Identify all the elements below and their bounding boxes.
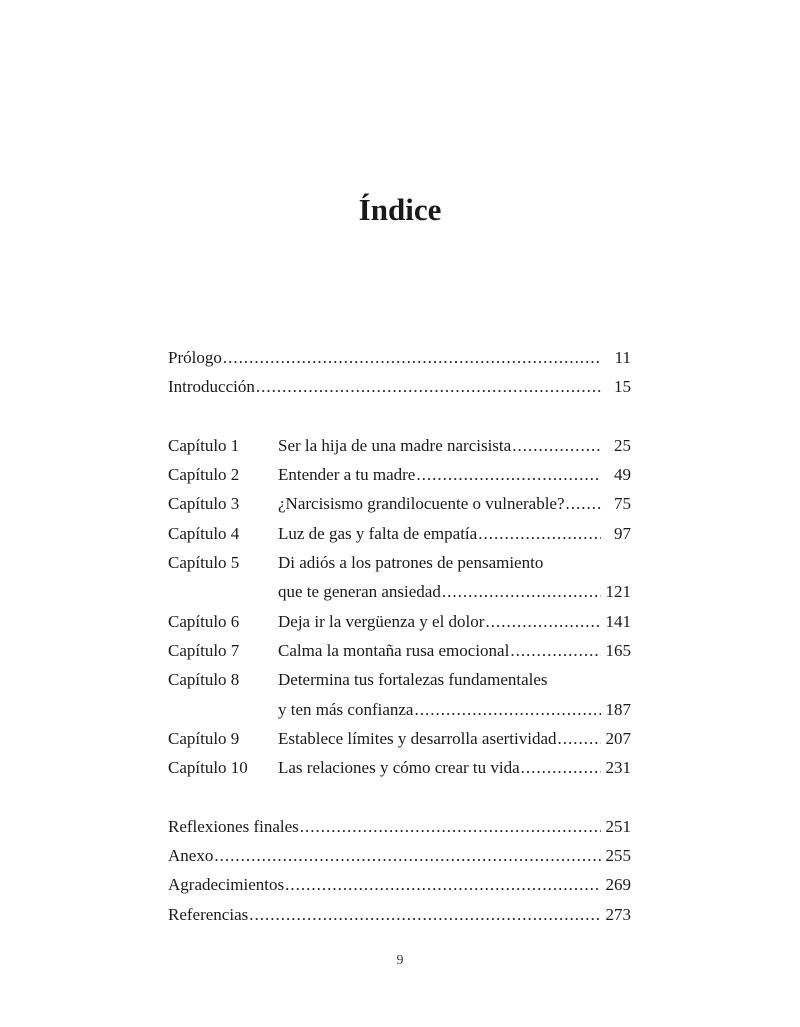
chapter-entry bbox=[168, 489, 631, 518]
chapter-page: 121 bbox=[605, 582, 631, 602]
chapter-title: que te generan ansiedad bbox=[278, 582, 441, 602]
page-title: Índice bbox=[358, 192, 442, 227]
chapter-title: Determina tus fortalezas fundamentales bbox=[278, 670, 548, 690]
chapter-page: 49 bbox=[614, 465, 631, 485]
chapter-page: 187 bbox=[605, 699, 631, 719]
chapter-entry-continuation bbox=[168, 577, 631, 606]
chapter-page: 25 bbox=[614, 435, 631, 455]
chapter-page: 141 bbox=[605, 611, 631, 631]
section-spacer bbox=[168, 402, 631, 431]
chapter-number: Capítulo 2 bbox=[168, 465, 240, 485]
dot-leader bbox=[285, 870, 601, 899]
dot-leader bbox=[416, 460, 601, 489]
toc-entry bbox=[168, 372, 631, 401]
chapter-page: 207 bbox=[605, 728, 631, 748]
dot-leader bbox=[510, 636, 601, 665]
toc-entry bbox=[168, 343, 631, 372]
toc-entry-label: Reflexiones finales bbox=[168, 816, 299, 836]
chapter-title: Calma la montaña rusa emocional bbox=[278, 640, 510, 660]
dot-leader bbox=[512, 431, 601, 460]
page-number: 9 bbox=[396, 953, 404, 968]
chapter-number: Capítulo 1 bbox=[168, 435, 240, 455]
dot-leader bbox=[414, 695, 601, 724]
chapter-number: Capítulo 4 bbox=[168, 523, 240, 543]
toc-entry-page: 11 bbox=[614, 348, 631, 367]
chapter-number: Capítulo 6 bbox=[168, 611, 240, 631]
dot-leader bbox=[214, 841, 601, 870]
table-of-contents bbox=[168, 343, 631, 929]
toc-entry-label: Prólogo bbox=[168, 348, 222, 367]
dot-leader bbox=[300, 812, 601, 841]
dot-leader bbox=[566, 489, 601, 518]
toc-entry bbox=[168, 900, 631, 929]
toc-entry bbox=[168, 870, 631, 899]
section-spacer bbox=[168, 782, 631, 811]
chapter-title: Las relaciones y cómo crear tu vida bbox=[278, 758, 520, 778]
chapter-entry bbox=[168, 548, 631, 577]
chapter-entry bbox=[168, 636, 631, 665]
chapter-entry bbox=[168, 753, 631, 782]
toc-entry-page: 251 bbox=[605, 816, 631, 836]
toc-entry-page: 269 bbox=[605, 875, 631, 895]
toc-entry-label: Agradecimientos bbox=[168, 875, 285, 895]
chapter-page: 75 bbox=[614, 494, 631, 514]
dot-leader bbox=[442, 577, 601, 606]
chapter-entry bbox=[168, 665, 631, 694]
toc-entry-page: 255 bbox=[605, 846, 631, 866]
chapter-number: Capítulo 9 bbox=[168, 728, 240, 748]
chapter-number: Capítulo 8 bbox=[168, 670, 240, 690]
chapter-entry bbox=[168, 724, 631, 753]
chapter-title: Luz de gas y falta de empatía bbox=[278, 523, 478, 543]
chapter-title: y ten más confianza bbox=[278, 699, 414, 719]
dot-leader bbox=[521, 753, 601, 782]
dot-leader bbox=[478, 519, 601, 548]
chapter-title: Entender a tu madre bbox=[278, 465, 416, 485]
toc-entry-page: 15 bbox=[614, 377, 631, 397]
chapter-number: Capítulo 5 bbox=[168, 553, 240, 573]
chapter-title: Establece límites y desarrolla asertividad bbox=[278, 728, 557, 748]
chapter-title: Ser la hija de una madre narcisista bbox=[278, 435, 512, 455]
chapter-title: Di adiós a los patrones de pensamiento bbox=[278, 553, 544, 573]
chapter-number: Capítulo 7 bbox=[168, 640, 240, 660]
chapter-entry bbox=[168, 431, 631, 460]
chapter-entry bbox=[168, 607, 631, 636]
toc-entry-label: Introducción bbox=[168, 377, 255, 397]
chapter-page: 231 bbox=[605, 758, 631, 778]
chapter-page: 165 bbox=[605, 640, 631, 660]
toc-entry-page: 273 bbox=[605, 904, 631, 924]
toc-entry bbox=[168, 812, 631, 841]
dot-leader bbox=[485, 607, 601, 636]
dot-leader bbox=[256, 372, 601, 401]
dot-leader bbox=[249, 900, 601, 929]
toc-entry-label: Anexo bbox=[168, 846, 214, 866]
dot-leader bbox=[223, 343, 601, 372]
chapter-page: 97 bbox=[614, 523, 631, 543]
chapter-entry bbox=[168, 460, 631, 489]
toc-entry bbox=[168, 841, 631, 870]
chapter-title: Deja ir la vergüenza y el dolor bbox=[278, 611, 485, 631]
chapter-entry bbox=[168, 519, 631, 548]
chapter-number: Capítulo 10 bbox=[168, 758, 248, 778]
chapter-title: ¿Narcisismo grandilocuente o vulnerable? bbox=[278, 494, 565, 514]
toc-entry-label: Referencias bbox=[168, 904, 249, 924]
chapter-number: Capítulo 3 bbox=[168, 494, 240, 514]
dot-leader bbox=[558, 724, 601, 753]
chapter-entry-continuation bbox=[168, 695, 631, 724]
